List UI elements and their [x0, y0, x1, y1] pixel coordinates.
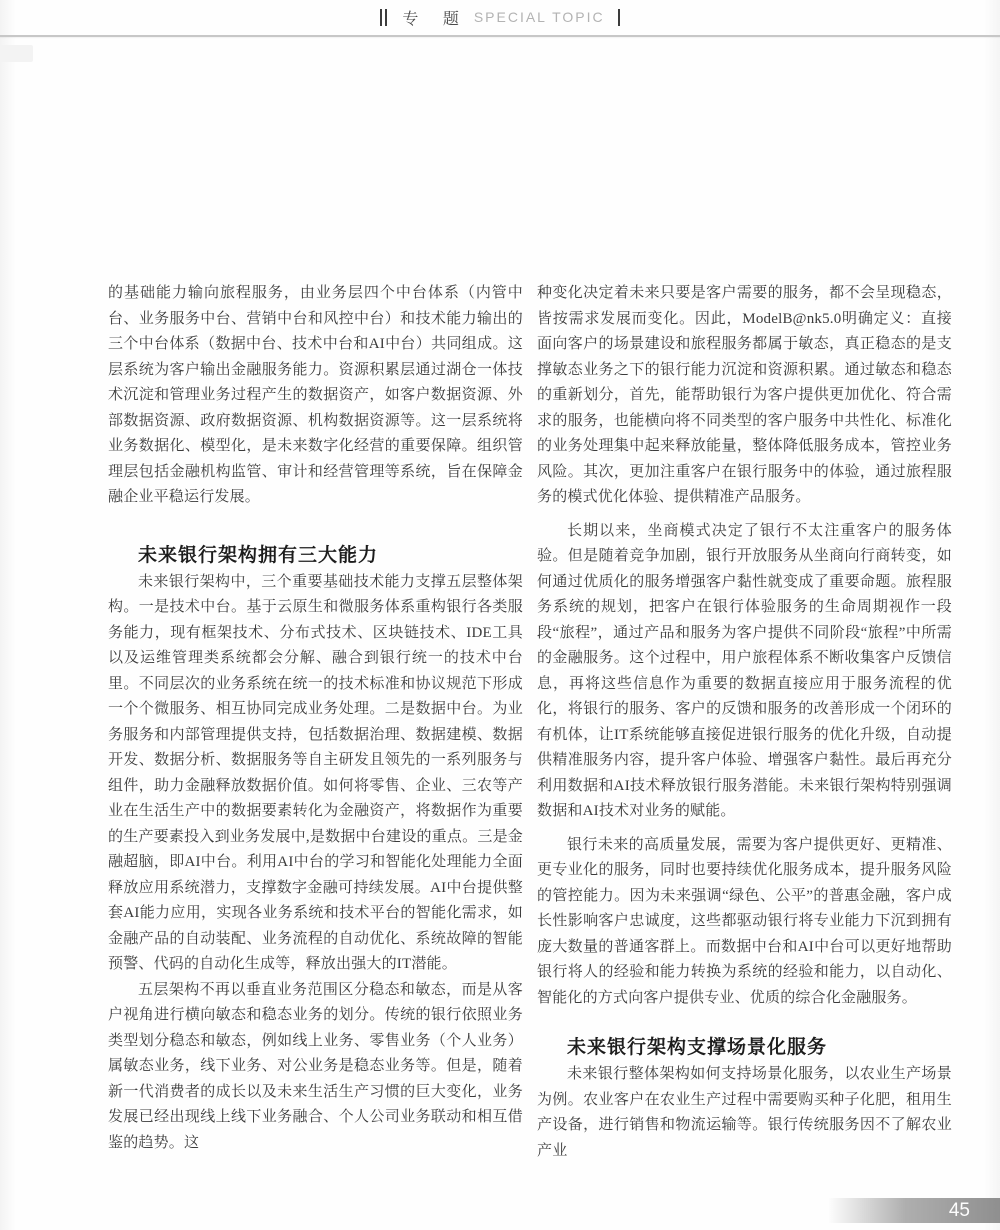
body-paragraph: 长期以来，坐商模式决定了银行不太注重客户的服务体验。但是随着竞争加剧，银行开放服务从坐商向行商转变，如何通过优质化的服务增强客户黏性就变成了重要命题。旅程服务系统的规划，把客户在银行体验服务的生命周期视作一段段“旅程”，通过产品和服务为客户提供不同阶段“旅程”中所需的金融服务。这个过程中，用户旅程体系不断收集客户反馈信息，再将这些信息作为重要的数据直接应用于服务流程的优化，将银行的服务、客户的反馈和服务的改善形成一个闭环的有机体，让IT系统能够直接促进银行服务的优化升级，自动提供精准服务内容，提升客户体验、增强客户黏性。最后再充分利用数据和AI技术释放银行服务潜能。未来银行架构特别强调数据和AI技术对业务的赋能。: [537, 522, 952, 819]
header-divider: [0, 35, 1000, 37]
body-paragraph: 的基础能力输向旅程服务，由业务层四个中台体系（内管中台、业务服务中台、营销中台和风控中台）和技术能力输出的三个中台体系（数据中台、技术中台和AI中台）共同组成。这层系统为客户输出金融服务能力。资源积累层通过湖仓一体技术沉淀和管理业务过程产生的数据资产，如客户数据资源、外部数据资源、政府数据资源、机构数据资源等。这一层系统将业务数据化、模型化，是未来数字化经营的重要保障。组织管理层包括金融机构监管、审计和经营管理等系统，旨在保障金融企业平稳运行发展。: [108, 285, 523, 505]
double-bar-icon: [380, 9, 387, 26]
body-paragraph: 五层架构不再以垂直业务范围区分稳态和敏态，而是从客户视角进行横向敏态和稳态业务的划分。传统的银行依照业务类型划分稳态和敏态，例如线上业务、零售业务（个人业务）属敏态业务，线下业务、对公业务是稳态业务等。但是，随着新一代消费者的成长以及未来生活生产习惯的巨大变化，业务发展已经出现线上线下业务融合、个人公司业务联动和相互借鉴的趋势。这: [108, 981, 523, 1151]
left-column: [108, 281, 523, 1156]
header-title-cn: 专 题: [402, 10, 469, 28]
right-column: [537, 281, 952, 1164]
page-header: [0, 5, 1000, 29]
body-paragraph: 未来银行整体架构如何支持场景化服务，以农业生产场景为例。农业客户在农业生产过程中需要购买种子化肥，租用生产设备，进行销售和物流运输等。银行传统服务因不了解农业产业: [537, 1066, 952, 1159]
page-number: 45: [948, 1199, 970, 1221]
section-heading-scenario-services: 未来银行架构支撑场景化服务: [567, 1037, 828, 1058]
header-title-en: SPECIAL TOPIC: [473, 9, 605, 25]
single-bar-icon: [618, 9, 620, 26]
page-number-bar: [828, 1198, 1000, 1223]
body-paragraph: 银行未来的高质量发展，需要为客户提供更好、更精准、更专业化的服务，同时也要持续优化服务成本，提升服务风险的管控能力。因为未来强调“绿色、公平”的普惠金融，客户成长性影响客户忠诚度，这些都驱动银行将专业能力下沉到拥有庞大数量的普通客群上。而数据中台和AI中台可以更好地帮助银行将人的经验和能力转换为系统的经验和能力，以自动化、智能化的方式向客户提供专业、优质的综合化金融服务。: [537, 836, 952, 1006]
section-heading-three-capabilities: 未来银行架构拥有三大能力: [138, 544, 379, 566]
body-paragraph: 种变化决定着未来只要是客户需要的服务，都不会呈现稳态，皆按需求发展而变化。因此，ModelB@nk5.0明确定义：直接面向客户的场景建设和旅程服务都属于敏态，真正稳态的是支撑敏态业务之下的银行能力沉淀和资源积累。通过敏态和稳态的重新划分，首先，能帮助银行为客户提供更加优化、符合需求的服务，也能横向将不同类型的客户服务中共性化、标准化的业务处理集中起来释放能量，整体降低服务成本，管控业务风险。其次，更加注重客户在银行服务中的体验，通过旅程服务的模式优化体验、提供精准产品服务。: [537, 285, 952, 505]
scan-artifact: [0, 45, 33, 62]
body-paragraph: 未来银行架构中，三个重要基础技术能力支撑五层整体架构。一是技术中台。基于云原生和微服务体系重构银行各类服务能力，现有框架技术、分布式技术、区块链技术、IDE工具以及运维管理类系统都会分解、融合到银行统一的技术中台里。不同层次的业务系统在统一的技术标准和协议规范下形成一个个微服务、相互协同完成业务处理。二是数据中台。为业务服务和内部管理提供支持，包括数据治理、数据建模、数据开发、数据分析、数据服务等自主研发且领先的一系列服务与组件，助力金融释放数据价值。如何将零售、企业、三农等产业在生活生产中的数据要素转化为金融资产，将数据作为重要的生产要素投入到业务发展中,是数据中台建设的重点。三是金融超脑，即AI中台。利用AI中台的学习和智能化处理能力全面释放应用系统潜力，支撑数字金融可持续发展。AI中台提供整套AI能力应用，实现各业务系统和技术平台的智能化需求，如金融产品的自动装配、业务流程的自动优化、系统故障的智能预警、代码的自动化生成等，释放出强大的IT潜能。: [108, 573, 523, 972]
